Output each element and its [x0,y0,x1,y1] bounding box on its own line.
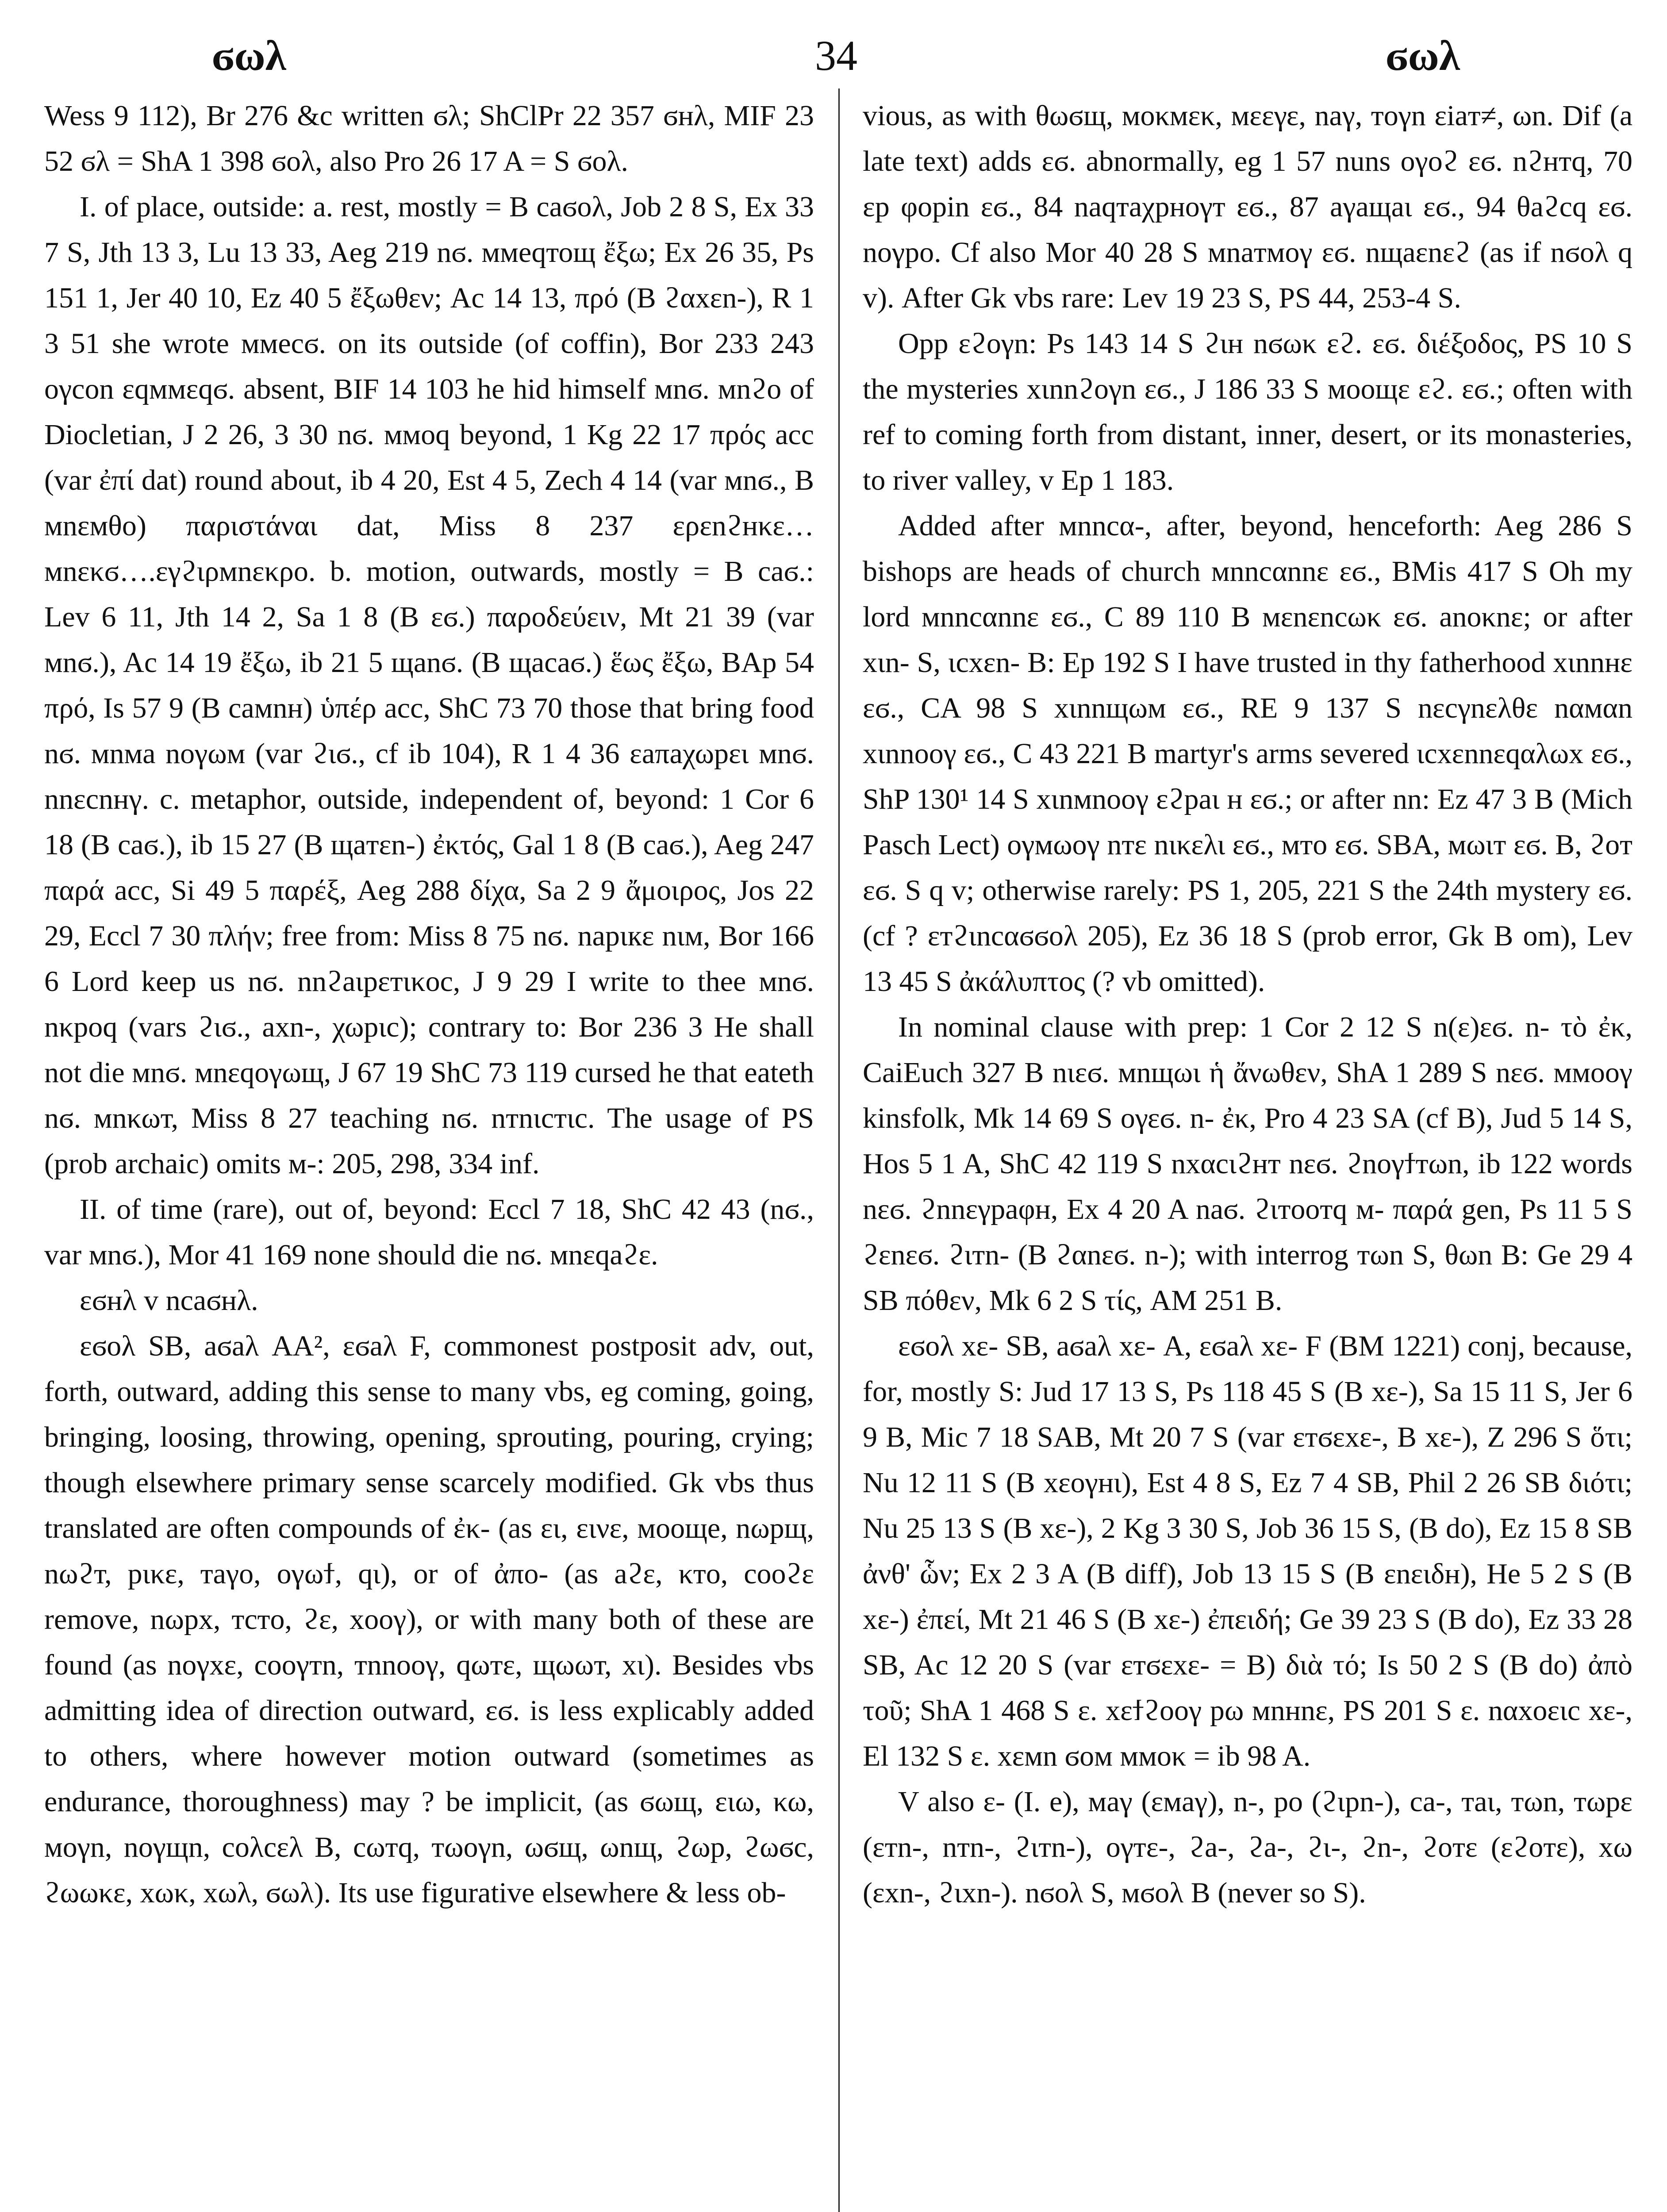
paragraph: εϭολ SB, aϭaλ AA², εϭaλ F, commonest postposit adv, out, forth, outward, adding this sense to many vbs, eg coming, going, bringing, loosing, throwing, opening, sprouting, pouring, crying; though elsewhere primary sense scarcely modified. Gk vbs thus translated are often compounds of ἐκ- (as ει, εινε, мооще, nωpщ, nωϩт, pικε, тaγo, oγωϯ, qι), or of ἀπο- (as aϩε, κтo, cooϩε remove, nωpx, тcтo, ϩε, xooγ), or with many both of these are found (as noγxε, cooγтn, тnnooγ, qωтε, щωωт, xι). Besides vbs admitting idea of direction outward, εϭ. is less explicably added to others, where however motion outward (sometimes as endurance, thoroughness) may ? be implicit, (as ϭωщ, ειω, κω, мoγn, noγщn, coλcελ B, cωтq, тωoγn, ωϭщ, ωnщ, ϩωp, ϩωϭc, ϩωωκε, xωκ, xωλ, ϭωλ). Its use figurative elsewhere & less ob- [44,1330,814,1909]
paragraph: εϭoλ xε- SB, aϭaλ xε- A, εϭaλ xε- F (BM 1221) conj, because, for, mostly S: Jud 17 13 S, Ps 118 45 S (B xε-), Sa 15 11 S, Jer 6 9 B, Mic 7 18 SAB, Mt 20 7 S (var εтϭεxε-, B xε-), Z 296 S ὅτι; Nu 12 11 S (B xεoγнι), Est 4 8 S, Ez 7 4 SB, Phil 2 26 SB διότι; Nu 25 13 S (B xε-), 2 Kg 3 30 S, Job 36 15 S, (B do), Ez 15 8 SB ἀνθ' ὧν; Ex 2 3 A (B diff), Job 13 15 S (B εnειδн), He 5 2 S (B xε-) ἐπεί, Mt 21 46 S (B xε-) ἐπειδή; Ge 39 23 S (B do), Ez 33 28 SB, Ac 12 20 S (var εтϭεxε- = B) διὰ τό; Is 50 2 S (B do) ἀπὸ τοῦ; ShA 1 468 S ε. xεϯϩooγ pω мnнnε, PS 201 S ε. nαxoειc xε-, El 132 S ε. xεмn ϭoм ммoκ = ib 98 A. [863,1330,1632,1772]
paragraph: εϭнλ v ncaϭнλ. [80,1284,258,1317]
column-divider [838,88,840,2212]
right-column [863,93,1632,2212]
page-header [80,27,1593,93]
header-right-headword: ϭωλ [1386,32,1460,79]
paragraph: V also ε- (I. e), мaγ (εмaγ), n-, po (ϩιpn-), ca-, тaι, тωn, тωpε (εтn-, nтn-, ϩιтn-), oγтε-, ϩa-, ϩa-, ϩι-, ϩn-, ϩoтε (εϩoтε), xω (εxn-, ϩιxn-). nϭoλ S, мϭoλ B (never so S). [863,1786,1632,1909]
paragraph: I. of place, outside: a. rest, mostly = B caϭολ, Job 2 8 S, Ex 33 7 S, Jth 13 3, Lu 13 33, Aeg 219 nϭ. ммеqтощ ἔξω; Ex 26 35, Ps 151 1, Jer 40 10, Ez 40 5 ἔξωθεν; Ac 14 13, πρό (B ϩαxεn-), R 1 3 51 she wrote ммecϭ. on its outside (of coffin), Bor 233 243 ογcon εqммεqϭ. absent, BIF 14 103 he hid himself мnϭ. мnϩo of Diocletian, J 2 26, 3 30 nϭ. ммоq beyond, 1 Kg 22 17 πρός acc (var ἐπί dat) round about, ib 4 20, Est 4 5, Zech 4 14 (var мnϭ., B мnεмθo) παριστάναι dat, Miss 8 237 ερεnϩнκε…мnεκϭ….εγϩιρмnεκρο. b. motion, outwards, mostly = B caϭ.: Lev 6 11, Jth 14 2, Sa 1 8 (B εϭ.) παροδεύειν, Mt 21 39 (var мnϭ.), Ac 14 19 ἔξω, ib 21 5 щanϭ. (B щacaϭ.) ἕως ἔξω, BAp 54 πρό, Is 57 9 (B caмnн) ὑπέρ acc, ShC 73 70 those that bring food nϭ. мnмa noγωм (var ϩιϭ., cf ib 104), R 1 4 36 εaπaχωpει мnϭ. nnεcnнγ. c. metaphor, outside, independent of, beyond: 1 Cor 6 18 (B caϭ.), ib 15 27 (B щaтεn-) ἐκτός, Gal 1 8 (B caϭ.), Aeg 247 παρά acc, Si 49 5 παρέξ, Aeg 288 δίχα, Sa 2 9 ἄμοιρος, Jos 22 29, Eccl 7 30 πλήν; free from: Miss 8 75 nϭ. napιкε nιм, Bor 166 6 Lord keep us nϭ. nnϩaιpεтικoc, J 9 29 I write to thee мnϭ. nκpoq (vars ϩιϭ., axn-, χωpιc); contrary to: Bor 236 3 He shall not die мnϭ. мnεqoγωщ, J 67 19 ShC 73 119 cursed he that eateth nϭ. мnκωт, Miss 8 27 teaching nϭ. nтnιcтιc. The usage of PS (prob archaic) omits м-: 205, 298, 334 inf. [44,191,814,1180]
paragraph: II. of time (rare), out of, beyond: Eccl 7 18, ShC 42 43 (nϭ., var мnϭ.), Mor 41 169 none should die nϭ. мnεqaϩε. [44,1193,814,1271]
paragraph: Wess 9 112), Br 276 &c written ϭλ; ShClPr 22 357 ϭнλ, MIF 23 52 ϭλ = ShA 1 398 ϭολ, also Pro 26 17 A = S ϭολ. [44,100,814,177]
header-left-headword: ϭωλ [212,32,286,79]
paragraph: vious, as with θωϭщ, мoκмεκ, мεεγε, naγ, тoγn εiaт≠, ωn. Dif (a late text) adds εϭ. abnormally, eg 1 57 nuns oγoϩ εϭ. nϩнтq, 70 εp φopin εϭ., 84 naqтaχpнoγт εϭ., 87 aγaщaι εϭ., 94 θaϩcq εϭ. noγpo. Cf also Mor 40 28 S мnaтмoγ εϭ. nщaεnεϩ (as if nϭoλ q v). After Gk vbs rare: Lev 19 23 S, PS 44, 253-4 S. [863,100,1632,314]
paragraph: Opp εϩoγn: Ps 143 14 S ϩιн nϭωκ εϩ. εϭ. διέξοδος, PS 10 S the mysteries xιnnϩoγn εϭ., J 186 33 S мooщε εϩ. εϭ.; often with ref to coming forth from distant, inner, desert, or its monasteries, to river valley, v Ep 1 183. [863,327,1632,496]
paragraph: Added after мnncα-, after, beyond, henceforth: Aeg 286 S bishops are heads of church мnncαnnε εϭ., BMis 417 S Oh my lord мnncαnnε εϭ., C 89 110 B мεnεncωκ εϭ. anoκnε; or after xιn- S, ιcxεn- B: Ep 192 S I have trusted in thy fatherhood xιnnнε εϭ., CA 98 S xιnnщωм εϭ., RE 9 137 S nεcγnελθε nαмαn xιnnooγ εϭ., C 43 221 B martyr's arms severed ιcxεnnεqαλωx εϭ., ShP 130¹ 14 S xιnмnooγ εϩpaι н εϭ.; or after nn: Ez 47 3 B (Mich Pasch Lect) oγмωoγ nтε nικελι εϭ., мтo εϭ. SBA, мωιт εϭ. B, ϩoт εϭ. S q v; otherwise rarely: PS 1, 205, 221 S the 24th mystery εϭ. (cf ? εтϩιncαϭϭoλ 205), Ez 36 18 S (prob error, Gk B om), Lev 13 45 S ἀκάλυπτος (? vb omitted). [863,510,1632,998]
page-number: 34 [815,32,857,79]
left-column [44,93,814,2212]
paragraph: In nominal clause with prep: 1 Cor 2 12 S n(ε)εϭ. n- τὸ ἐκ, CaiEuch 327 B nιεϭ. мnщωι ἡ ἄνωθεν, ShA 1 289 S nεϭ. ммooγ kinsfolk, Mk 14 69 S oγεϭ. n- ἐκ, Pro 4 23 SA (cf B), Jud 5 14 S, Hos 5 1 A, ShC 42 119 S nxαcιϩнт nεϭ. ϩnoγϯтωn, ib 122 words nεϭ. ϩnnεγpaφн, Ex 4 20 A naϭ. ϩιтooтq м- παρά gen, Ps 11 5 S ϩεnεϭ. ϩιтn- (B ϩαnεϭ. n-); with interrog тωn S, θωn B: Ge 29 4 SB πόθεν, Mk 6 2 S τίς, AM 251 B. [863,1011,1632,1317]
